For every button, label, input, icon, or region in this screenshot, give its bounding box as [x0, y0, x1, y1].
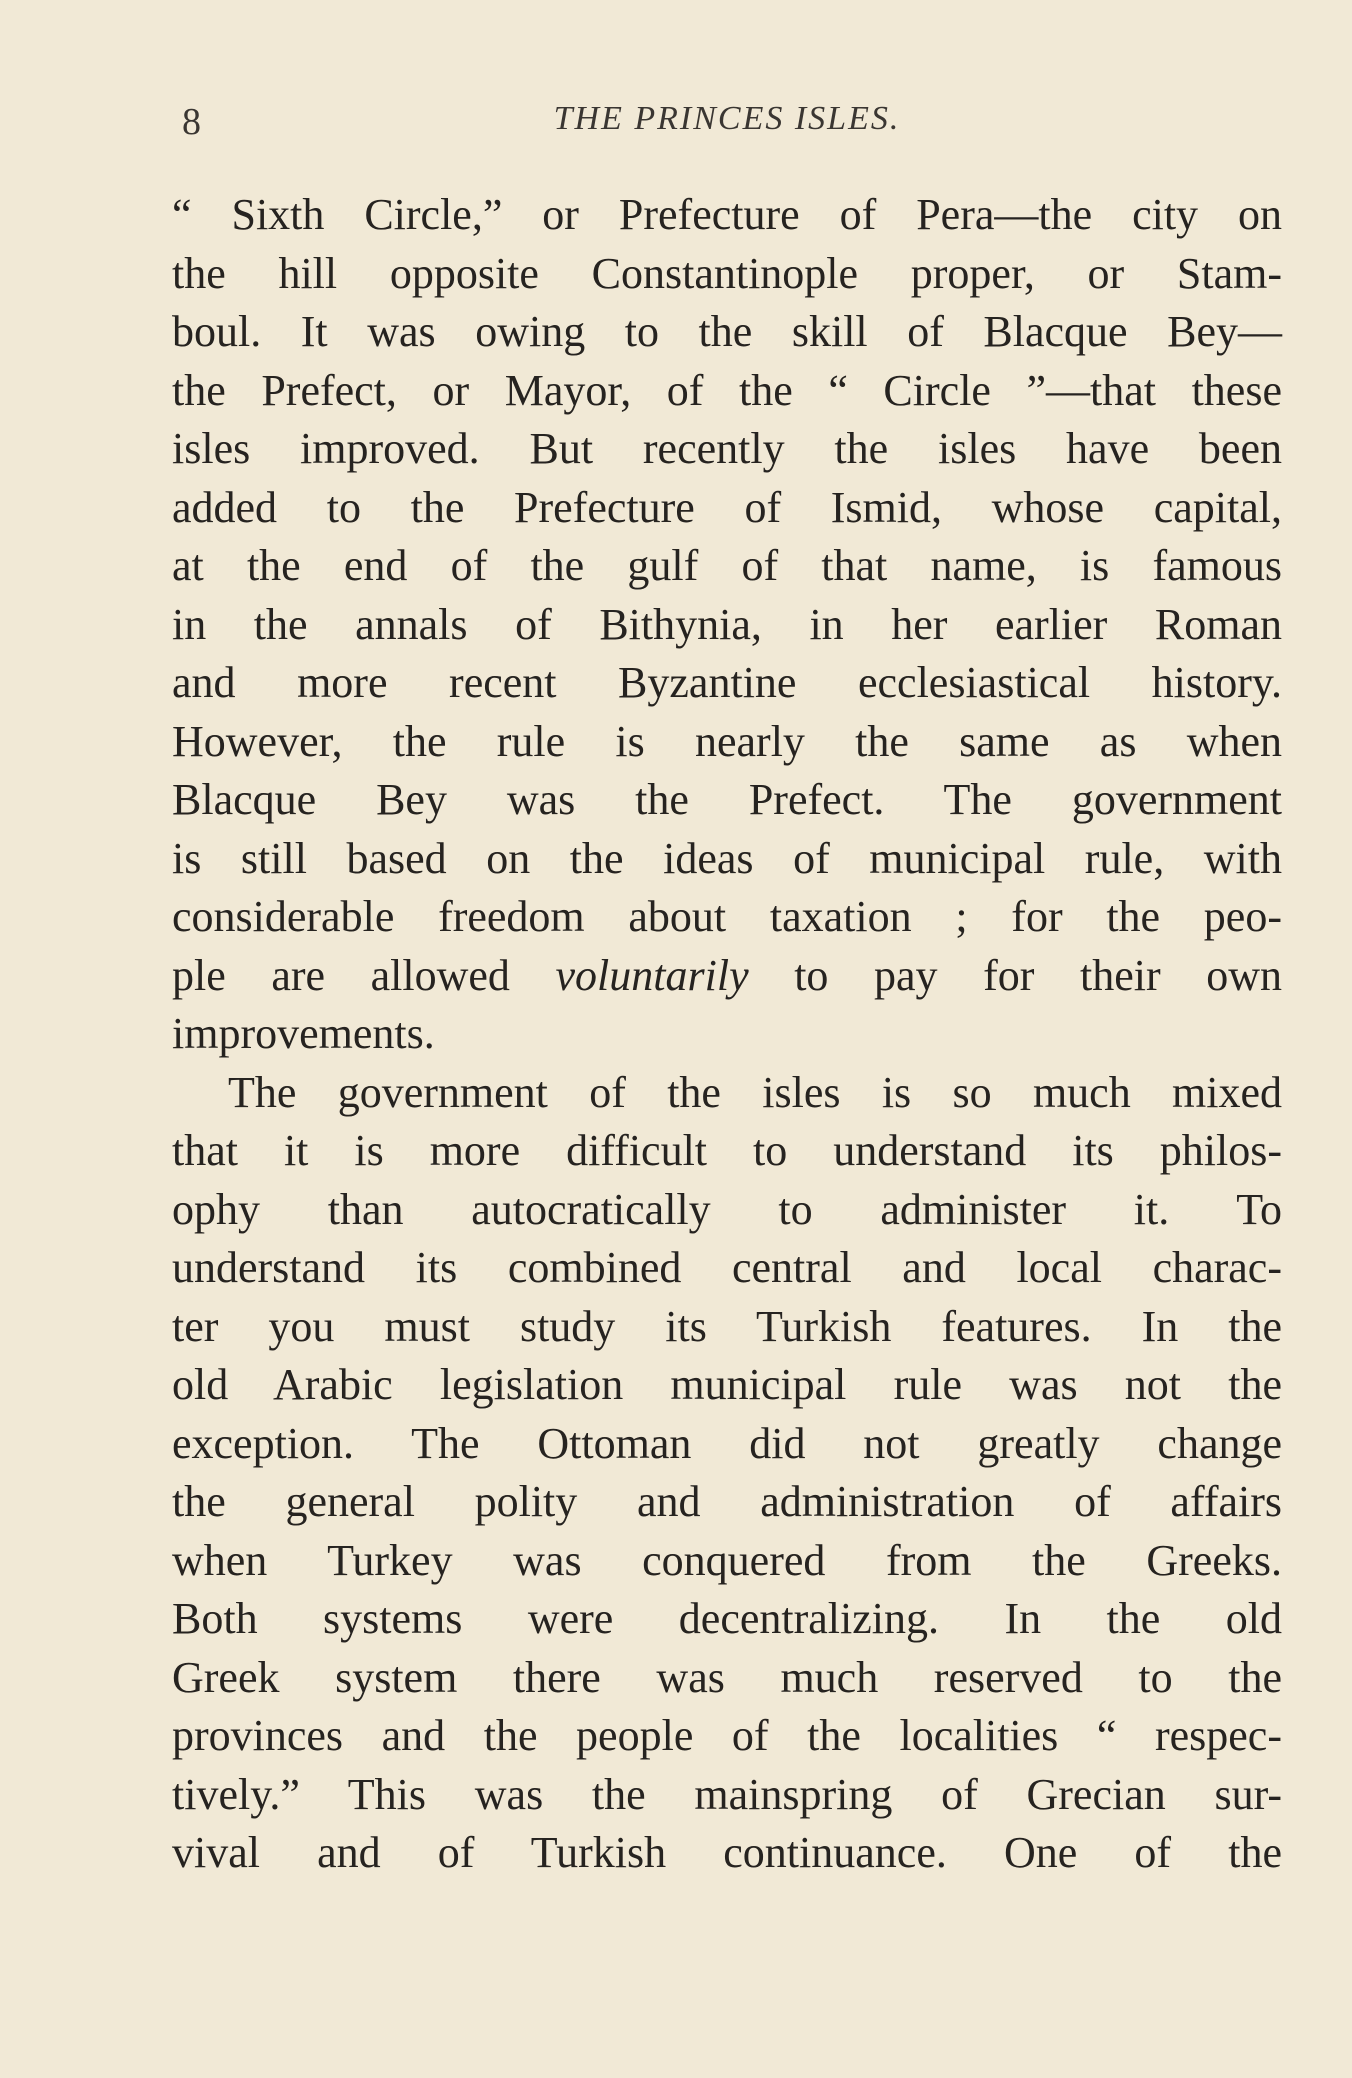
text-line: the Prefect, or Mayor, of the “ Circle ”—that these — [172, 365, 1282, 415]
text-line: added to the Prefecture of Ismid, whose capital, — [172, 482, 1282, 532]
text-line: isles improved. But recently the isles have been — [172, 424, 1282, 473]
text-line: at the end of the gulf of that name, is famous — [172, 541, 1282, 590]
text-line: However, the rule is nearly the same as when — [172, 716, 1282, 766]
body-text — [172, 186, 1282, 1883]
text-line: ter you must study its Turkish features. In the — [172, 1301, 1282, 1351]
line-segment: to pay for their own — [748, 950, 1283, 1000]
text-line: understand its combined central and local charac- — [172, 1243, 1282, 1292]
text-line: the general polity and administration of affairs — [172, 1477, 1282, 1526]
paragraph-end-line: improvements. — [172, 1009, 435, 1058]
text-line: Blacque Bey was the Prefect. The government — [172, 775, 1282, 824]
text-line: that it is more difficult to understand its philos- — [172, 1126, 1282, 1175]
text-line: Greek system there was much reserved to the — [172, 1652, 1282, 1702]
text-line: exception. The Ottoman did not greatly change — [172, 1418, 1282, 1468]
line-segment: ple are allowed — [172, 950, 556, 1000]
text-line: ophy than autocratically to administer it. To — [172, 1184, 1282, 1234]
text-line: when Turkey was conquered from the Greeks. — [172, 1535, 1282, 1585]
text-line: in the annals of Bithynia, in her earlier Roman — [172, 599, 1282, 649]
text-line: provinces and the people of the localities “ respec- — [172, 1711, 1282, 1760]
running-title: THE PRINCES ISLES. — [553, 100, 901, 137]
text-line: old Arabic legislation municipal rule was not the — [172, 1360, 1282, 1409]
text-line-emphasis — [172, 947, 1282, 1006]
text-line: tively.” This was the mainspring of Grecian sur- — [172, 1769, 1282, 1819]
text-line: Both systems were decentralizing. In the old — [172, 1594, 1282, 1643]
text-line: and more recent Byzantine ecclesiastical history. — [172, 658, 1282, 707]
text-line: the hill opposite Constantinople proper, or Stam- — [172, 248, 1282, 298]
italic-word: voluntarily — [555, 950, 749, 1000]
running-head — [172, 98, 1282, 148]
page-number: 8 — [182, 101, 201, 143]
text-line: vival and of Turkish continuance. One of the — [172, 1828, 1282, 1877]
text-line: is still based on the ideas of municipal rule, with — [172, 833, 1282, 883]
text-line: considerable freedom about taxation ; for the peo- — [172, 892, 1282, 941]
text-line: “ Sixth Circle,” or Prefecture of Pera—the city on — [172, 190, 1282, 239]
paragraph-start-line: The government of the isles is so much mixed — [228, 1067, 1282, 1117]
text-line: boul. It was owing to the skill of Blacque Bey— — [172, 307, 1282, 356]
